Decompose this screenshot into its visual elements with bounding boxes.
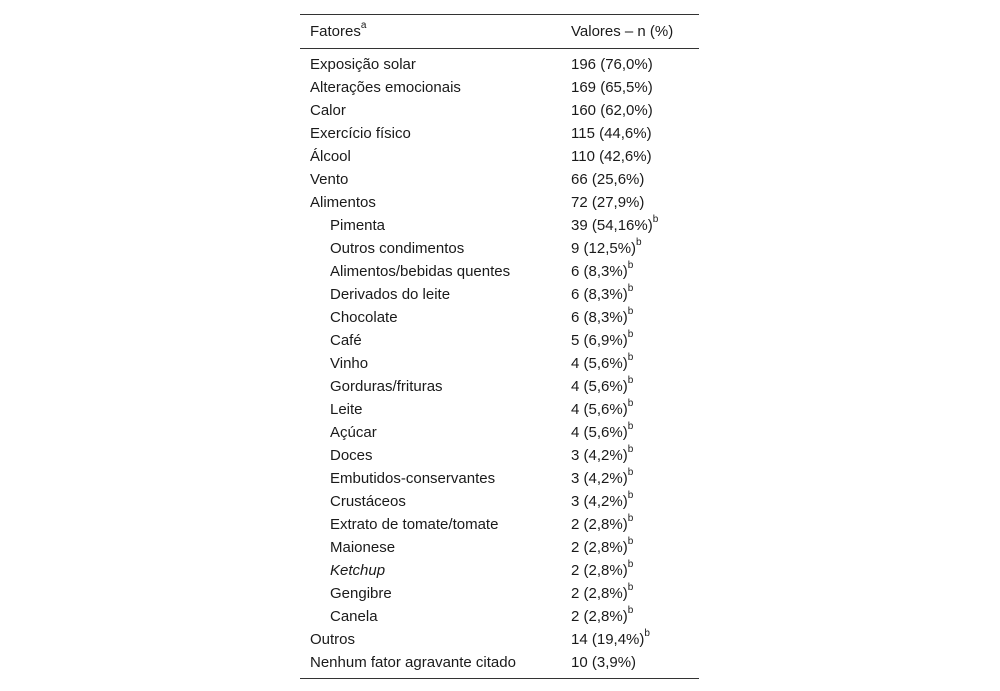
value-cell: [571, 306, 699, 329]
value-cell: [571, 352, 699, 375]
value-text: 2 (2,8%): [571, 608, 628, 625]
value-text: 5 (6,9%): [571, 332, 628, 349]
table-row: [300, 99, 699, 122]
footnote-mark: b: [627, 421, 634, 432]
value-cell: [571, 467, 699, 490]
value-cell: [571, 651, 699, 679]
value-text: 169 (65,5%): [571, 79, 653, 96]
value-cell: [571, 490, 699, 513]
value-text: 4 (5,6%): [571, 424, 628, 441]
value-text: 2 (2,8%): [571, 562, 628, 579]
factor-cell: Derivados do leite: [330, 286, 451, 303]
table-row: [300, 421, 699, 444]
header-factors: [300, 15, 571, 49]
value-text: 196 (76,0%): [571, 56, 653, 73]
value-text: 3 (4,2%): [571, 447, 628, 464]
value-text: 4 (5,6%): [571, 401, 628, 418]
footnote-mark: b: [627, 329, 634, 340]
factor-cell: Álcool: [310, 148, 351, 165]
value-cell: [571, 260, 699, 283]
value-cell: [571, 76, 699, 99]
factor-cell: Gorduras/frituras: [330, 378, 443, 395]
table-row: [300, 375, 699, 398]
value-text: 4 (5,6%): [571, 378, 628, 395]
table-row: [300, 122, 699, 145]
footnote-mark: b: [627, 352, 634, 363]
value-text: 160 (62,0%): [571, 102, 653, 119]
factor-cell: Vinho: [330, 355, 369, 372]
footnote-mark: b: [627, 513, 634, 524]
factor-cell: Outros: [310, 631, 356, 648]
footnote-mark: b: [627, 467, 634, 478]
footnote-mark: b: [652, 214, 659, 225]
factor-cell: Crustáceos: [330, 493, 406, 510]
factor-cell: Café: [330, 332, 362, 349]
footnote-mark: b: [627, 536, 634, 547]
table-row: [300, 651, 699, 679]
factor-cell: Outros condimentos: [330, 240, 465, 257]
factor-cell: Ketchup: [330, 562, 386, 579]
factor-cell: Açúcar: [330, 424, 377, 441]
value-cell: [571, 191, 699, 214]
table-row: [300, 444, 699, 467]
value-text: 3 (4,2%): [571, 470, 628, 487]
value-text: 9 (12,5%): [571, 240, 637, 257]
value-text: 2 (2,8%): [571, 585, 628, 602]
value-cell: [571, 283, 699, 306]
table-row: [300, 467, 699, 490]
table-row: [300, 490, 699, 513]
value-text: 10 (3,9%): [571, 654, 637, 671]
value-text: 72 (27,9%): [571, 194, 645, 211]
table-row: [300, 582, 699, 605]
factor-cell: Alterações emocionais: [310, 79, 461, 96]
table-row: [300, 306, 699, 329]
footnote-mark: b: [627, 260, 634, 271]
table-row: [300, 536, 699, 559]
value-cell: [571, 237, 699, 260]
table-row: [300, 513, 699, 536]
factor-cell: Doces: [330, 447, 373, 464]
value-text: 6 (8,3%): [571, 263, 628, 280]
table-row: [300, 168, 699, 191]
table-body: [300, 49, 699, 679]
value-text: 2 (2,8%): [571, 516, 628, 533]
value-text: 66 (25,6%): [571, 171, 645, 188]
factor-cell: Vento: [310, 171, 349, 188]
table-row: [300, 191, 699, 214]
table-row: [300, 214, 699, 237]
table-row: [300, 559, 699, 582]
footnote-mark: b: [627, 398, 634, 409]
footnote-mark: b: [627, 306, 634, 317]
header-row: [300, 15, 699, 49]
value-text: 110 (42,6%): [571, 148, 652, 165]
header-factors-label: Fatores: [310, 23, 361, 40]
value-cell: [571, 536, 699, 559]
table-row: [300, 329, 699, 352]
value-cell: [571, 398, 699, 421]
factor-cell: Pimenta: [330, 217, 386, 234]
value-text: 14 (19,4%): [571, 631, 645, 648]
table-row: [300, 352, 699, 375]
value-cell: [571, 513, 699, 536]
value-cell: [571, 605, 699, 628]
footnote-mark: b: [627, 444, 634, 455]
value-cell: [571, 628, 699, 651]
factor-cell: Nenhum fator agravante citado: [310, 654, 516, 671]
value-cell: [571, 214, 699, 237]
table-row: [300, 237, 699, 260]
footnote-mark: b: [627, 605, 634, 616]
value-text: 3 (4,2%): [571, 493, 628, 510]
header-factors-footnote-mark: a: [360, 20, 367, 31]
factor-cell: Embutidos-conservantes: [330, 470, 496, 487]
value-text: 39 (54,16%): [571, 217, 653, 234]
value-cell: [571, 145, 699, 168]
factor-cell: Canela: [330, 608, 378, 625]
aggravating-factors-table: [300, 14, 699, 679]
factor-cell: Alimentos: [310, 194, 376, 211]
footnote-mark: b: [627, 283, 634, 294]
value-cell: [571, 421, 699, 444]
value-cell: [571, 49, 699, 77]
value-cell: [571, 122, 699, 145]
footnote-mark: b: [644, 628, 650, 639]
factor-cell: Alimentos/bebidas quentes: [330, 263, 511, 280]
factor-cell: Leite: [330, 401, 363, 418]
footnote-mark: b: [627, 375, 634, 386]
table-row: [300, 49, 699, 77]
factor-cell: Exercício físico: [310, 125, 411, 142]
table-row: [300, 76, 699, 99]
value-text: 6 (8,3%): [571, 286, 628, 303]
factor-cell: Extrato de tomate/tomate: [330, 516, 499, 533]
table-row: [300, 145, 699, 168]
value-cell: [571, 329, 699, 352]
factor-cell: Exposição solar: [310, 56, 416, 73]
table-row: [300, 398, 699, 421]
value-cell: [571, 168, 699, 191]
table-row: [300, 283, 699, 306]
value-cell: [571, 559, 699, 582]
factor-cell: Gengibre: [330, 585, 392, 602]
table-header: [300, 15, 699, 49]
value-cell: [571, 444, 699, 467]
factor-cell: Calor: [310, 102, 346, 119]
table-row: [300, 260, 699, 283]
footnote-mark: b: [627, 490, 634, 501]
value-text: 115 (44,6%): [571, 125, 652, 142]
value-cell: [571, 582, 699, 605]
table-row: [300, 605, 699, 628]
value-text: 2 (2,8%): [571, 539, 628, 556]
footnote-mark: b: [636, 237, 642, 248]
table-row: [300, 628, 699, 651]
value-cell: [571, 99, 699, 122]
header-values: Valores – n (%): [571, 23, 674, 40]
footnote-mark: b: [627, 559, 634, 570]
footnote-mark: b: [627, 582, 634, 593]
value-cell: [571, 375, 699, 398]
factor-cell: Chocolate: [330, 309, 398, 326]
aggravating-factors-table-wrapper: [300, 14, 699, 679]
factor-cell: Maionese: [330, 539, 396, 556]
value-text: 4 (5,6%): [571, 355, 628, 372]
value-text: 6 (8,3%): [571, 309, 628, 326]
